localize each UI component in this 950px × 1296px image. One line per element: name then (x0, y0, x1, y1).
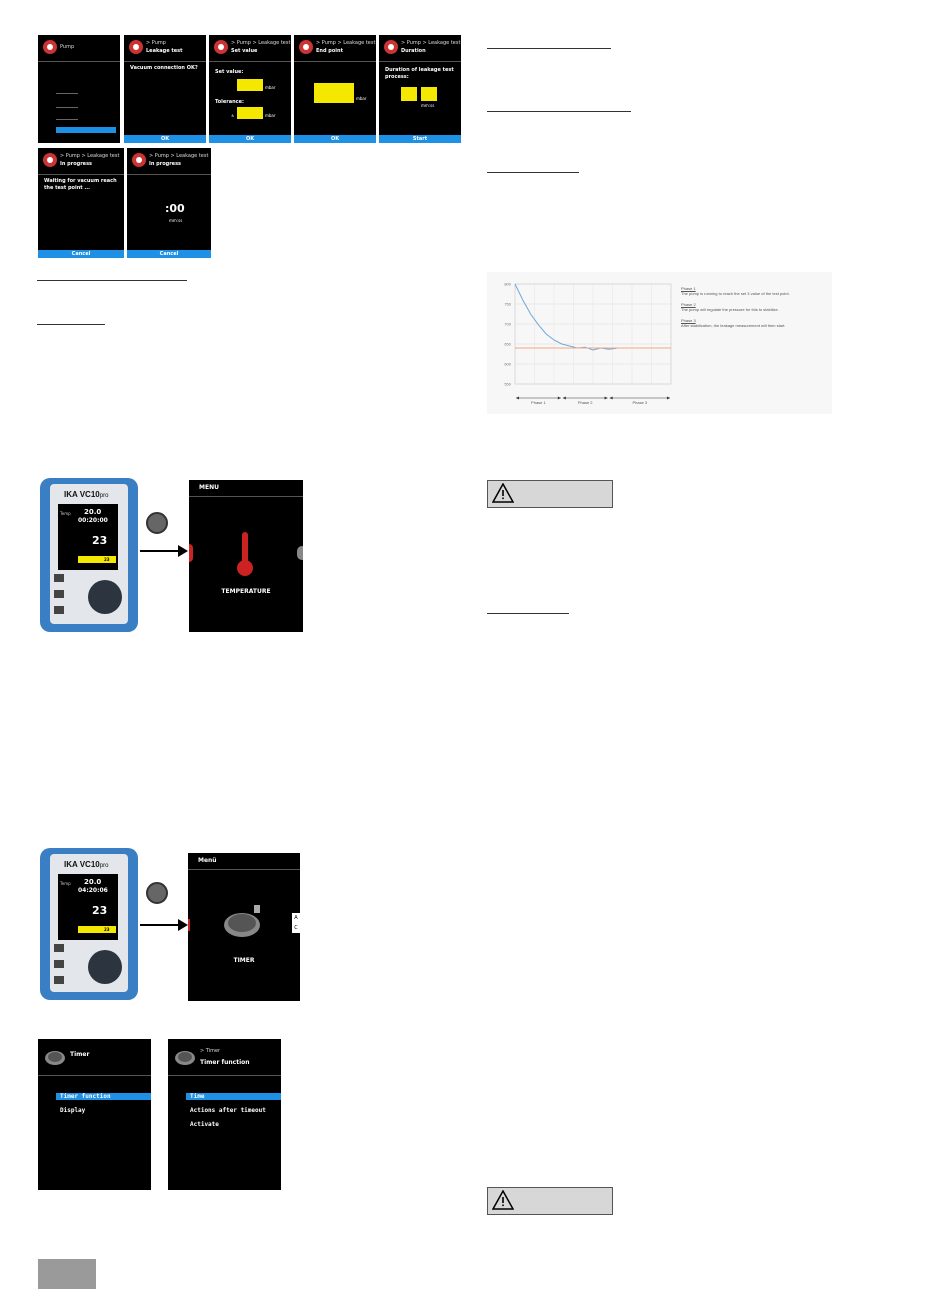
menu-line (56, 93, 78, 94)
device-screen (58, 874, 118, 940)
limit-bar (78, 926, 116, 933)
screen-title: Timer (70, 1051, 90, 1058)
screen-title: In progress (149, 161, 182, 167)
device-button[interactable] (54, 960, 64, 968)
menu-line (56, 119, 78, 120)
limit-value: 23 (104, 557, 110, 562)
pump-icon (42, 39, 58, 55)
device-brand: IKA VC10pro (64, 490, 109, 499)
duration-seconds-field[interactable] (421, 87, 437, 101)
menu-line (56, 107, 78, 108)
temp-value: 20.0 (84, 508, 102, 516)
y-tick-label: 700 (504, 321, 511, 327)
heading-underline (37, 280, 187, 281)
waiting-message: Waiting for vacuum reach the test point ... (44, 178, 117, 191)
tolerance-field[interactable] (237, 107, 263, 119)
device-vc10-2 (40, 848, 138, 1000)
screen-title: Timer function (200, 1059, 250, 1066)
phase-arrow-head (516, 397, 519, 400)
device-button[interactable] (54, 944, 64, 952)
menu-item-right[interactable]: A C (292, 913, 300, 933)
menu-title: Menü (198, 857, 217, 864)
device-vc10-1 (40, 478, 138, 632)
device-button[interactable] (54, 606, 64, 614)
warning-box (487, 1187, 613, 1215)
device-button[interactable] (54, 976, 64, 984)
screen-message: Vacuum connection OK? (130, 65, 198, 71)
device-button[interactable] (54, 574, 64, 582)
page-number-tab (38, 1259, 96, 1289)
set-value-label: Set value: (215, 69, 244, 75)
phase-label: Phase 3 (632, 400, 648, 405)
end-point-field[interactable] (314, 83, 354, 103)
menu-label: TEMPERATURE (221, 588, 271, 595)
time-value: 04:20:06 (78, 887, 108, 894)
menu-screen-timer (188, 853, 300, 1001)
timer-screen-2 (168, 1039, 281, 1190)
menu-title: MENU (199, 484, 219, 491)
ok-button[interactable]: OK (294, 135, 376, 143)
heading-underline (487, 613, 569, 614)
screen-breadcrumb: > Pump > Leakage test (149, 153, 209, 159)
y-tick-label: 550 (504, 381, 511, 387)
stopwatch-icon (220, 901, 268, 941)
note-2: Phase 2 The pump will regulate the pressure for this to stabilize. (681, 302, 779, 312)
time-value: 00:20:00 (78, 517, 108, 524)
heading-underline (487, 172, 579, 173)
menu-item-timer-function[interactable]: Timer function (56, 1093, 151, 1100)
screen-end-point (294, 35, 376, 143)
thermometer-icon (235, 530, 255, 578)
stopwatch-icon (44, 1045, 68, 1067)
menu-item-right[interactable] (297, 546, 303, 560)
tolerance-label: Tolerance: (215, 99, 245, 105)
menu-label: TIMER (233, 957, 255, 964)
phase-label: Phase 2 (577, 400, 593, 405)
screen-breadcrumb: > Timer (200, 1048, 221, 1054)
y-tick-label: 800 (504, 281, 511, 287)
arrow-right-icon (140, 918, 188, 932)
y-tick-label: 600 (504, 361, 511, 367)
start-button[interactable]: Start (379, 135, 461, 143)
phase-arrow-head (610, 397, 613, 400)
limit-bar (78, 556, 116, 563)
timer-screen-1 (38, 1039, 151, 1190)
duration-message: Duration of leakage test process: (385, 67, 454, 80)
y-tick-label: 650 (504, 341, 511, 347)
arrow-right-icon (140, 544, 188, 558)
note-3: Phase 3 After stabilization, the leakage measurement will then start. (681, 318, 786, 328)
chart-notes (681, 286, 826, 328)
phase-arrow-head (605, 397, 608, 400)
screen-title: Pump (60, 44, 75, 50)
screen-title: In progress (60, 161, 93, 167)
screen-breadcrumb: > Pump (146, 40, 166, 46)
screen-title: Set value (231, 48, 258, 54)
duration-unit: mm:ss (421, 103, 435, 108)
countdown-value: :00 (165, 202, 185, 215)
screen-title: Leakage test (146, 48, 183, 54)
phase-label: Phase 1 (531, 400, 546, 405)
temp-label: Temp (60, 511, 71, 516)
menu-item-actions-after-timeout[interactable]: Actions after timeout (190, 1107, 266, 1114)
note-1: Phase 1 The pump is running to reach the set 3 value of the test point. (681, 286, 790, 296)
screen-breadcrumb: > Pump > Leakage test (316, 40, 376, 46)
rotary-knob-icon (146, 512, 168, 534)
warning-box (487, 480, 613, 508)
phase-arrow-head (558, 397, 561, 400)
menu-highlight[interactable] (56, 127, 116, 133)
warning-icon (492, 1190, 514, 1210)
limit-value: 23 (104, 927, 110, 932)
screen-title: End point (316, 48, 343, 54)
temp-value: 20.0 (84, 878, 102, 886)
pump-icon (131, 152, 147, 168)
screen-breadcrumb: > Pump > Leakage test (231, 40, 291, 46)
main-value: 23 (92, 904, 108, 917)
screen-in-progress-countdown (127, 148, 211, 258)
screen-pump (38, 35, 120, 143)
screen-title: Duration (401, 48, 426, 54)
heading-underline (487, 48, 611, 49)
pump-icon (42, 152, 58, 168)
tolerance-unit: mbar (265, 113, 276, 118)
device-screen (58, 504, 118, 570)
menu-item-left[interactable] (189, 544, 193, 562)
screen-duration (379, 35, 461, 143)
duration-minutes-field[interactable] (401, 87, 417, 101)
device-brand: IKA VC10pro (64, 860, 109, 869)
rotary-knob-icon (146, 882, 168, 904)
set-value-field[interactable] (237, 79, 263, 91)
heading-underline (37, 324, 105, 325)
cancel-button[interactable]: Cancel (127, 250, 211, 258)
screen-set-value (209, 35, 291, 143)
tolerance-prefix: ± (231, 113, 235, 118)
pump-icon (213, 39, 229, 55)
ok-button[interactable]: OK (209, 135, 291, 143)
pump-icon (128, 39, 144, 55)
device-button[interactable] (54, 590, 64, 598)
warning-icon (492, 483, 514, 503)
screen-leakage-test (124, 35, 206, 143)
y-tick-label: 750 (504, 301, 511, 307)
screen-breadcrumb: > Pump > Leakage test (401, 40, 461, 46)
cancel-button[interactable]: Cancel (38, 250, 124, 258)
menu-item-time[interactable]: Time (186, 1093, 281, 1100)
menu-item-display[interactable]: Display (60, 1107, 86, 1114)
end-point-unit: mbar (356, 96, 367, 101)
rotary-knob[interactable] (88, 950, 122, 984)
set-value-unit: mbar (265, 85, 276, 90)
countdown-unit: mm:ss (169, 218, 183, 223)
menu-screen-temperature (189, 480, 303, 632)
leakage-chart (487, 272, 832, 414)
screen-breadcrumb: > Pump > Leakage test (60, 153, 120, 159)
series-line-1 (515, 284, 616, 350)
main-value: 23 (92, 534, 108, 547)
heading-underline (487, 111, 631, 112)
pump-icon (298, 39, 314, 55)
phase-arrow-head (667, 397, 670, 400)
rotary-knob[interactable] (88, 580, 122, 614)
stopwatch-icon (174, 1045, 198, 1067)
ok-button[interactable]: OK (124, 135, 206, 143)
menu-item-left[interactable] (188, 919, 190, 931)
screen-in-progress-waiting (38, 148, 124, 258)
phase-arrow-head (563, 397, 566, 400)
pump-icon (383, 39, 399, 55)
menu-item-activate[interactable]: Activate (190, 1121, 219, 1128)
temp-label: Temp (60, 881, 71, 886)
